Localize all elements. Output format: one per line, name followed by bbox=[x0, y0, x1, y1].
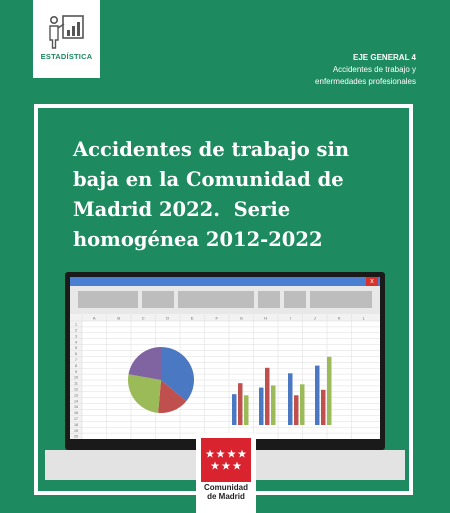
row-header: 15 bbox=[74, 405, 78, 410]
column-header: A bbox=[92, 315, 96, 321]
toolbar bbox=[70, 286, 380, 314]
eje-block bbox=[315, 52, 416, 88]
bar bbox=[327, 357, 332, 425]
monitor-illustration bbox=[65, 272, 385, 450]
stars-icon bbox=[201, 438, 251, 482]
bar bbox=[265, 368, 270, 425]
row-header: 4 bbox=[75, 340, 77, 345]
presentation-chart-icon bbox=[47, 10, 87, 50]
row-header: 7 bbox=[75, 358, 77, 362]
row-header: 1 bbox=[75, 322, 77, 327]
toolbar-block bbox=[310, 291, 372, 308]
toolbar-block bbox=[142, 291, 174, 308]
bar bbox=[238, 383, 243, 425]
badge-label: ESTADÍSTICA bbox=[40, 52, 93, 61]
column-header: K bbox=[337, 315, 341, 321]
eje-title: EJE GENERAL 4 bbox=[353, 53, 416, 62]
star-icon bbox=[233, 462, 242, 470]
title-line-1: Accidentes de trabajo sin bbox=[73, 138, 350, 161]
spreadsheet-screen bbox=[70, 277, 380, 439]
row-header: 9 bbox=[75, 369, 77, 374]
eje-line-1: Accidentes de trabajo y bbox=[332, 65, 416, 74]
row-header: 12 bbox=[74, 387, 78, 392]
eje-line-2: enfermedades profesionales bbox=[315, 77, 416, 86]
star-icon bbox=[222, 462, 231, 470]
pie-slice bbox=[128, 374, 161, 413]
bar bbox=[288, 373, 293, 425]
column-header: H bbox=[264, 315, 268, 321]
star-icon bbox=[211, 462, 220, 470]
column-header: D bbox=[166, 315, 170, 321]
row-header: 17 bbox=[74, 417, 78, 421]
row-header: 10 bbox=[74, 375, 78, 380]
bar bbox=[300, 384, 305, 425]
toolbar-block bbox=[178, 291, 254, 308]
bar bbox=[232, 394, 237, 425]
toolbar-block bbox=[258, 291, 280, 308]
row-header: 19 bbox=[74, 428, 78, 433]
bar bbox=[321, 390, 326, 425]
row-header: 2 bbox=[75, 328, 77, 333]
row-header: 6 bbox=[75, 352, 77, 357]
logo-line-1: Comunidad bbox=[204, 483, 248, 492]
title-line-4: homogénea 2012-2022 bbox=[73, 228, 323, 251]
row-header: 13 bbox=[74, 393, 78, 398]
row-header: 3 bbox=[75, 334, 77, 339]
toolbar-block bbox=[284, 291, 306, 308]
bar bbox=[244, 395, 249, 425]
column-header: B bbox=[117, 315, 121, 321]
column-header: C bbox=[141, 315, 145, 321]
bar bbox=[271, 385, 276, 425]
column-header: G bbox=[239, 315, 243, 321]
row-header: 11 bbox=[74, 381, 78, 386]
title-line-2: baja en la Comunidad de bbox=[73, 168, 344, 191]
madrid-flag bbox=[201, 438, 251, 482]
column-header: L bbox=[362, 315, 365, 321]
row-header: 8 bbox=[75, 363, 77, 368]
row-header: 14 bbox=[74, 399, 78, 404]
spreadsheet-grid bbox=[70, 314, 380, 439]
column-header: J bbox=[313, 315, 316, 321]
star-icon bbox=[227, 450, 236, 458]
row-header: 18 bbox=[74, 422, 78, 427]
logo-line-2: de Madrid bbox=[207, 492, 245, 501]
title-line-3: Madrid 2022. Serie bbox=[73, 198, 291, 221]
row-header: 20 bbox=[74, 434, 78, 439]
star-icon bbox=[206, 450, 215, 458]
row-header: 16 bbox=[74, 411, 78, 416]
bar bbox=[294, 395, 299, 425]
document-title bbox=[73, 135, 393, 255]
column-header: E bbox=[190, 315, 194, 321]
column-header: I bbox=[289, 315, 291, 321]
pie-slice bbox=[129, 347, 161, 380]
column-header: F bbox=[215, 315, 218, 321]
bar bbox=[259, 388, 264, 425]
star-icon bbox=[238, 450, 247, 458]
estadistica-badge bbox=[33, 0, 100, 78]
star-icon bbox=[216, 450, 225, 458]
toolbar-block bbox=[78, 291, 138, 308]
comunidad-de-madrid-logo bbox=[196, 433, 256, 513]
close-icon: x bbox=[366, 277, 378, 286]
window-titlebar bbox=[70, 277, 380, 286]
row-header: 5 bbox=[75, 346, 77, 351]
bar bbox=[315, 366, 320, 425]
logo-name bbox=[196, 483, 256, 501]
